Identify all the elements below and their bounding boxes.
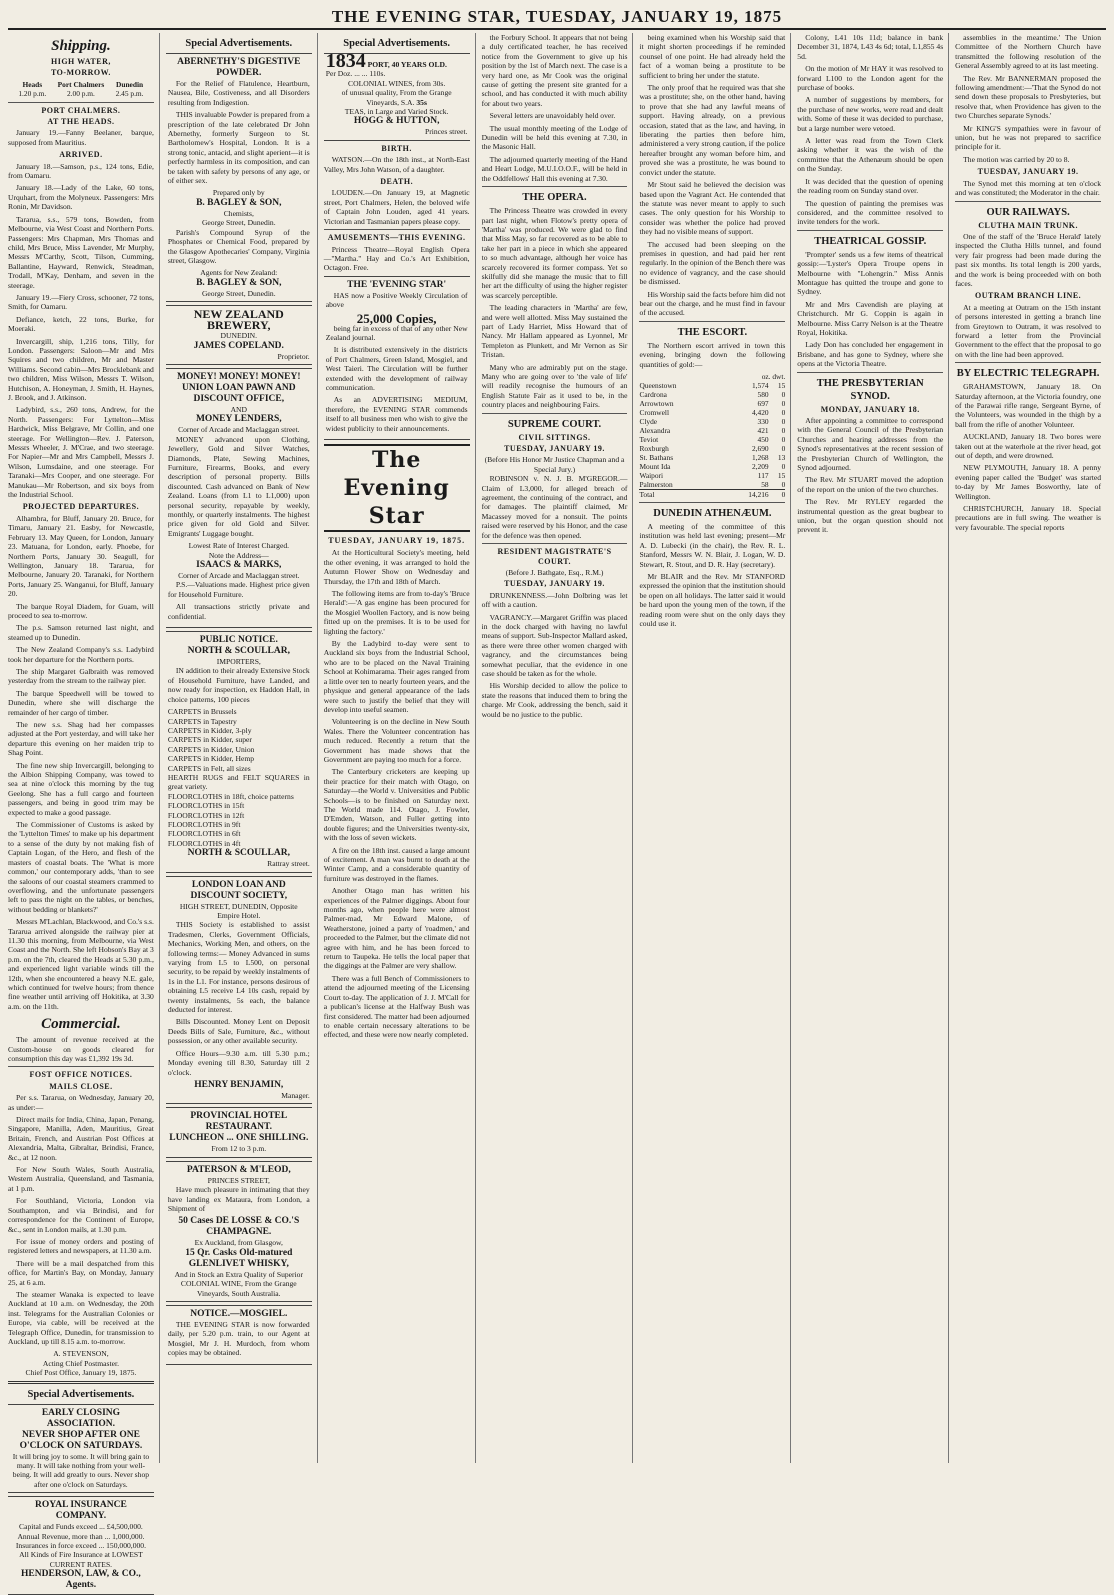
column-3	[324, 33, 476, 1463]
leader-para: A fire on the 18th inst. caused a large amount of excitement. A man was burnt to death at the Winter Camp, and a considerable quantity of furniture was destroyed in the flames.	[323, 845, 470, 883]
arrival-item: January 18.—Samson, p.s., 124 tons, Edie, from Oamaru.	[8, 161, 154, 181]
synod-para: The Rev. Mr STUART moved the adoption of the report on the union of the two churches.	[797, 475, 944, 494]
parish-agents: Agents for New Zealand:	[200, 268, 278, 278]
rm-date: TUESDAY, JANUARY 19.	[504, 579, 605, 589]
union-address: Corner of Arcade and Maclaggan street.	[178, 425, 300, 435]
ldl-address: HIGH STREET, DUNEDIN, Opposite Empire Hotel.	[179, 901, 298, 920]
early-closing-title: EARLY CLOSING ASSOCIATION.	[41, 1407, 121, 1429]
union-loan-ad	[166, 368, 312, 628]
opera-heading: THE OPERA.	[522, 192, 587, 204]
parish-address: George Street, Dunedin.	[201, 288, 276, 298]
news-item: The new s.s. Shag had her compasses adjusted at the Port yesterday, and will take her departure this evening on her maiden trip to Shag Point.	[8, 720, 154, 758]
post-item: For issue of money orders and posting of registered letters and newspapers, at 11.30 a.m.	[8, 1236, 154, 1256]
news-para: Several letters are unavoidably held over.	[489, 111, 616, 121]
star-copies: 25,000 Copies,	[356, 310, 437, 326]
shipping-heading: Shipping.	[51, 38, 111, 54]
table-row: Arrowtown 697 0	[639, 399, 786, 408]
post-item: There will be a mail despatched from this office, for Martin's Bay, on Monday, January 25, at 6 a.m.	[8, 1258, 154, 1287]
news-para: On the motion of Mr HAY it was resolved to forward L100 to the London agent for the purchase of books.	[797, 64, 944, 93]
post-item: Direct mails for India, China, Japan, Penang, Singapore, Manilla, Aden, Mauritius, Great Britain, French, and Austrian Post Offices at Alexandria, Malta, Gibraltar, Brindisi, France, &c., at 12 noon.	[8, 1115, 154, 1162]
port-year: 1834	[325, 50, 366, 72]
ldl-title: LONDON LOAN AND DISCOUNT SOCIETY,	[190, 879, 288, 901]
colonial-wines: COLONIAL WINES, from 30s.	[348, 78, 446, 88]
telegraph-para: NEW PLYMOUTH, January 18. A penny evening paper called the 'Budget' was started to-day by Mr James Bosworthy, late of Wellington.	[955, 463, 1102, 501]
port-chalmers-heading: PORT CHALMERS.	[41, 105, 121, 115]
high-water-heading: HIGH WATER,	[50, 57, 111, 66]
railways-text: One of the staff of the 'Bruce Herald' lately inspected the Clutha Hills tunnel, and found very fair progress had been made during the past six months. Its total length is 200 yards, and the work is being proceeded with on both faces.	[955, 231, 1102, 288]
amusements-text: Princess Theatre—Royal English Opera—"Martha." Hay and Co.'s Art Exhibition, Octagon. Free.	[323, 244, 470, 273]
news-item: Messrs M'Lachlan, Blackwood, and Co.'s s.s. Tararua arrived alongside the railway pier at 11.30 this morning, from Melbourne, via West Coast and the North. She left Hobson's Bay at 3 p.m. on the 7th, cleared the Heads at 5.30 p.m., and experienced light variable winds till the 12th, when she encountered a heavy N.E. gale, which continued for twelve hours; from thence fine weather until arriving off Hokitika, at 3.30 a.m. on the 11th.	[8, 917, 154, 1011]
news-item: The Commissioner of Customs is asked by the 'Lyttelton Times' to make up his department to a sense of the duty by not making fish of Captain Logan, of the Hero, and flesh of the masters of coastal boats. The 'What is more common,' our contemporary adds, 'than to see the saloons of our coastal steamers crammed to overflowing, and the unfortunate passengers left to pass the night on the tables, or benches, without bedding or blankets?'	[8, 820, 154, 914]
table-row: Cardrona 580 0	[639, 390, 786, 399]
supreme-court-heading: SUPREME COURT.	[507, 418, 602, 430]
nz-brewery-title: NEW ZEALAND BREWERY,	[193, 307, 284, 333]
hogg-title: HOGG & HUTTON,	[353, 116, 440, 127]
escort-heading: THE ESCORT.	[677, 326, 748, 338]
union-title: UNION LOAN PAWN AND DISCOUNT OFFICE,	[182, 382, 296, 404]
pm-stock: And in Stock an Extra Quality of Superior COLONIAL WINE, From the Grange Vineyards, South Australia.	[174, 1269, 303, 1298]
parish-text: Parish's Compound Syrup of the Phosphates or Chemical Food, prepared by the Glasgow Apothecaries' Company, Virginia street, Glasgow.	[167, 227, 310, 265]
union-and: AND	[230, 404, 248, 414]
column-6	[797, 33, 949, 1463]
nz-brewery-role: Proprietor.	[277, 351, 310, 361]
commercial-heading: Commercial.	[41, 1016, 121, 1033]
at-heads-heading: AT THE HEADS.	[47, 117, 115, 127]
column-7	[955, 33, 1106, 1463]
union-text: MONEY advanced upon Clothing, Jewellery, Gold and Silver Watches, Diamonds, Plate, Sewing Machines, Furniture, Firearms, Books, and every description of personal property. Bills discounted. Cash advanced on Bank of New Zealand. Loans (from L1 to L1,000) upon personal security, repayable by weekly, monthly, or quarterly instalments. The highest price given for old Gold and Silver. Emigrants' Luggage bought.	[167, 434, 310, 538]
pm-address: PRINCES STREET,	[207, 1175, 270, 1185]
leader-para: The following items are from to-day's 'Bruce Herald':—'A gas engine has been procured for the Mosgiel Woollen Factory, and is now being fitted up on the premises. It is to be used for lighting the factory.'	[323, 589, 470, 636]
special-ads-heading: Special Advertisements.	[27, 1388, 135, 1400]
star-title: THE 'EVENING STAR'	[347, 279, 447, 290]
royal-insurance-agents: HENDERSON, LAW, & CO., Agents.	[21, 1569, 141, 1591]
provincial-hotel-ad	[166, 1107, 312, 1157]
column-2	[166, 33, 318, 1463]
tide-heads: Heads 1.20 p.m.	[18, 79, 47, 99]
mails-close-heading: MAILS CLOSE.	[49, 1081, 113, 1091]
table-row: St. Bathans 1,268 13	[639, 453, 786, 462]
public-notice-title: PUBLIC NOTICE.	[199, 635, 278, 646]
ns-signature: NORTH & SCOULLAR,	[187, 848, 290, 859]
union-corner: Corner of Arcade and Maclaggan street.	[178, 571, 300, 581]
news-item: The p.s. Samson returned last night, and steamed up to Dunedin.	[8, 623, 154, 642]
death-text: LOUDEN.—On January 19, at Magnetic street, Port Chalmers, Helen, the beloved wife of Captain John Louden, aged 41 years. Victorian and Tasmanian papers please copy.	[323, 188, 470, 226]
table-row: Clyde 330 0	[639, 417, 786, 426]
projected-text: Alhambra, for Bluff, January 20. Bruce, for Timaru, January 21. Easby, for Newcastle, February 13. May Queen, for London, January 23. Matuana, for London, early. Phoebe, for Northern Ports, January 30. Seagull, for Wellington, January 18. Tararua, for Melbourne, January 20. Taranaki, for Northern Ports, January 25. Wanganui, for Bluff, January 20.	[8, 513, 154, 599]
nz-brewery-ad	[166, 305, 312, 365]
post-item: Per s.s. Tararua, on Wednesday, January 20, as under:—	[8, 1093, 154, 1112]
news-item: The barque Speedwell will be towed to Dunedin, where she will discharge the remainder of her cargo of timber.	[8, 688, 154, 717]
column-4	[482, 33, 634, 1463]
leader-para: Another Otago man has written his experiences of the Palmer diggings. About four months ago, when people here were almost Palmer-mad, Mr Edward Malone, of Weatherstone, joined a party of 'roadmen,' and proceeded to the Palmer, but the climate did not agree with him, and he has been forced to return to Taupeka. He tells the local paper that the diggings at the Palmer are very shallow.	[323, 886, 470, 971]
mosgiel-text: THE EVENING STAR is now forwarded daily, per 5.20 p.m. train, to our Agent at Mosgiel, Mr J. H. Murdoch, from whom copies may be obtained.	[167, 1319, 310, 1358]
arrived-heading: ARRIVED.	[59, 150, 103, 160]
paterson-ad	[166, 1161, 312, 1302]
early-closing-ad	[8, 1404, 154, 1494]
news-para: the Forbury School. It appears that not being a duly certificated teacher, he has received notice from the Government to give up his position by the 1st of March next. The case is a very hard one, as Mr Cook was the original cause of getting the present site granted for a school, and has conducted it with much ability for about two years.	[481, 33, 628, 108]
ns-item: CARPETS in Brussels	[167, 707, 237, 717]
sc-before: (Before His Honor Mr Justice Chapman and a Special Jury.)	[484, 455, 625, 474]
evening-star-logo: The Evening Star	[324, 444, 470, 532]
money-heading: MONEY! MONEY! MONEY!	[177, 371, 301, 382]
opera-para: The leading characters in 'Martha' are few, and were well allotted. Miss May sustained the part of Lady Harriet, Miss Howard that of Nancy. Mr Hallam appeared as Lyonnel, Mr Templeton as Plunkett, and Mr Vernon as Sir Tristan.	[481, 303, 628, 360]
synod-day-2-text: The Synod met this morning at ten o'clock and was constituted; the Moderator in the chair.	[955, 178, 1102, 198]
abernethy-ad	[166, 53, 312, 302]
post-item: For New South Wales, South Australia, Western Australia, Queensland, and Tasmania, at 1 p.m.	[8, 1165, 154, 1193]
tomorrow-label: TO-MORROW.	[50, 68, 111, 78]
ns-item: FLOORCLOTHS in 4ft	[167, 838, 241, 848]
postmaster-date: Chief Post Office, January 19, 1875.	[25, 1368, 137, 1378]
union-lenders: MONEY LENDERS,	[195, 414, 282, 425]
royal-insurance-foot: All Kinds of Fire Insurance at LOWEST CURRENT RATES.	[19, 1550, 143, 1569]
ldl-manager: HENRY BENJAMIN,	[194, 1079, 284, 1090]
leader-para: At the Horticultural Society's meeting, held the other evening, it was arranged to hold the Autumn Flower Show on Wednesday and Thursday, the 17th and 18th of March.	[323, 548, 470, 586]
ldl-text: THIS Society is established to assist Tradesmen, Clerks, Government Officials, Mechanics, Working Men, and others, on the following terms:— Money Advanced in sums varying from L5 to L500, on personal security, to be repaid by weekly instalments of 1s in the L1. For instance, persons desirous of obtaining L5 receive L4 10s cash, repaid by twenty instalments, 5s each, the balance deducted for interest.	[167, 920, 310, 1015]
news-item: The New Zealand Company's s.s. Ladybird took her departure for the Northern ports.	[8, 645, 154, 664]
telegraph-heading: BY ELECTRIC TELEGRAPH.	[956, 368, 1100, 380]
table-row: Queenstown 1,574 15	[639, 381, 786, 390]
special-ads-heading: Special Advertisements.	[343, 38, 451, 49]
ns-item: CARPETS in Kidder, super	[167, 735, 252, 745]
evening-star-circulation-ad	[324, 276, 470, 440]
table-row: Waipori 117 15	[639, 471, 786, 480]
london-loan-ad	[166, 876, 312, 1105]
projected-heading: PROJECTED DEPARTURES.	[22, 502, 140, 512]
table-row: Palmerston 58 0	[639, 480, 786, 489]
star-text-1: HAS now a Positive Weekly Circulation of above	[325, 290, 468, 310]
news-item: The fine new ship Invercargill, belonging to the Albion Shipping Company, was towed to sea at nine o'clock this morning by the tug Geelong. She has a full cargo and fourteen passengers, and being in good trim may be expected to make a good passage.	[8, 760, 154, 817]
union-firm: ISAACS & MARKS,	[196, 560, 282, 571]
theatrical-para: Lady Don has concluded her engagement in Brisbane, and has gone to Sydney, where she opens at the Victoria Theatre.	[797, 340, 944, 369]
teas: TEAS, in Large and Varied Stock.	[344, 107, 449, 117]
escort-table	[639, 372, 785, 499]
ns-item: CARPETS in Kidder, Union	[167, 744, 255, 754]
news-para: The usual monthly meeting of the Lodge of Dunedin will be held this evening at 7.30, in the Masonic Hall.	[481, 123, 628, 152]
star-text-3: It is distributed extensively in the districts of Port Chalmers, Green Island, Mosgiel, and West Taieri. The Circulation will be further extended with the development of railway communication.	[325, 345, 468, 392]
pm-text: Have much pleasure in intimating that they have landing ex Mataura, from London, a Shipment of	[167, 1185, 310, 1213]
rm-para: His Worship decided to allow the police to state the reasons that induced them to bring the charge. Mr Cook, addressing the bench, said it would be no justice to the public.	[481, 681, 628, 719]
post-item: The steamer Wanaka is expected to leave Auckland at 10 a.m. on Wednesday, the 20th inst. Telegrams for the Australian Colonies or Europe, via cable, will be received at the Telegraph Office, Dunedin, for transmission to Auckland, up till 8.15 a.m. to-morrow.	[8, 1289, 154, 1346]
union-ps: P.S.—Valuations made. Highest price given for Household Furniture.	[167, 580, 310, 599]
news-para: A number of suggestions by members, for the purchase of new works, were read and dealt with. Some of these it was decided to purchase, but a large number were vetoed.	[797, 95, 944, 133]
mosgiel-title: NOTICE.—MOSGIEL.	[190, 1308, 288, 1319]
abernethy-prep: Prepared only by	[212, 188, 265, 198]
theatrical-para: Mr and Mrs Cavendish are playing at Christchurch. Mr G. Coppin is again in Melbourne. Miss Carry Nelson is at the Theatre Royal, Hokitika.	[797, 299, 944, 337]
ns-address: Rattray street.	[267, 859, 310, 869]
ldl-role: Manager.	[281, 1090, 310, 1100]
prov-lunch: LUNCHEON ... ONE SHILLING.	[169, 1133, 309, 1144]
arrival-item: Tararua, s.s., 579 tons, Bowden, from Melbourne, via West Coast and Northern Ports. Passengers: Mrs Chapman, Mrs Thomas and child, Mrs Bruce, Miss Lavender, Mr Murphy, Messrs M'Carthy, Scott, Tilson, Cumming, Ballantine, Hayward, Renwick, Steadman, Trodall, M'Kay, Denham, and seven in the steerage.	[8, 214, 154, 290]
arrival-item: Invercargill, ship, 1,216 tons, Tilly, for London. Passengers: Saloon—Mr and Mrs Squires and two children, Mr and Master Williams. Second cabin—Mrs Brocklebank and two children, Miss Wilson, Messrs T. Wilson, Hutchison, A. Honeyman, J. Smith, H. Haynes, J. Brook, and J. Atkinson.	[8, 336, 154, 402]
ns-item: CARPETS in Felt, all sizes	[167, 763, 251, 773]
star-text-2: being far in excess of that of any other New Zealand journal.	[325, 323, 468, 342]
escort-text: The Northern escort arrived in town this evening, bringing down the following quantities of gold:—	[639, 340, 786, 369]
parish-maker: B. BAGLEY & SON,	[196, 277, 282, 288]
news-para: The motion was carried by 20 to 8.	[963, 154, 1070, 164]
rm-before: (Before J. Bathgate, Esq., R.M.)	[505, 567, 604, 577]
masthead: THE EVENING STAR, TUESDAY, JANUARY 19, 1875	[8, 6, 1106, 30]
athenaeum-text-2: Mr BLAIR and the Rev. Mr STANFORD expressed the opinion that the institution should be open on all holidays. The latter said it would be hard upon the young men of the town, if the reading room were shut on the only days they could use it.	[639, 572, 786, 629]
issue-date: TUESDAY, JANUARY 19, 1875.	[328, 536, 466, 545]
civil-sittings: CIVIL SITTINGS.	[518, 432, 591, 442]
athenaeum-heading: DUNEDIN ATHENÆUM.	[653, 508, 772, 519]
pm-ex: Ex Auckland, from Glasgow,	[194, 1238, 283, 1248]
star-text-4: As an ADVERTISING MEDIUM, therefore, the EVENING STAR commends itself to all business men who wish to give the widest publicity to their announcements.	[325, 395, 468, 433]
ldl-bills: Bills Discounted. Money Lent on Deposit Deeds Bills of Sale, Furniture, &c., without possession, or any other available security.	[167, 1017, 310, 1046]
special-ads-heading: Special Advertisements.	[185, 38, 293, 49]
commercial-text: The amount of revenue received at the Custom-house on goods cleared for consumption this day was £1,392 19s 3d.	[8, 1035, 154, 1063]
column-5	[639, 33, 791, 1463]
table-row: Cromwell 4,420 0	[639, 408, 786, 417]
abernethy-title: ABERNETHY'S DIGESTIVE POWDER.	[177, 57, 301, 78]
ns-role: IMPORTERS,	[216, 657, 261, 667]
ns-item: FLOORCLOTHS in 18ft, choice patterns	[167, 791, 294, 801]
table-header: oz. dwt.	[761, 372, 786, 381]
arrival-item: January 18.—Lady of the Lake, 60 tons, Urquhart, from the Molyneux. Passengers: Mrs Ronin, Mr Davidson.	[8, 183, 154, 212]
union-note: Note the Address—	[208, 550, 269, 560]
table-total: Total 14,216 0	[639, 490, 786, 499]
railways-sub-2: OUTRAM BRANCH LINE.	[975, 291, 1082, 301]
hogg-address: Princes street.	[424, 127, 468, 137]
news-para: assemblies in the meantime.' The Union Committee of the Northern Church have transmitted the following resolution of the General Assembly agreed to at its last meeting.	[955, 33, 1102, 71]
arrival-item: Ladybird, s.s., 260 tons, Andrew, for the North. Passengers: For Lyttelton—Miss Hardwick, Miss Belgrave, Mr Collin, and one steerage. For Wellington—Rev. J. Paterson, Messrs Wheeler, J. M'Crae, and two steerage. For Napier—Mr and Mrs Campbell, Messrs J. Wilson, Lumsdaine, and one steerage. For Taranaki—Mrs Cooper, and one steerage. For Manukau—Mr Robertson, and six boys from the Industrial School.	[8, 405, 154, 500]
ns-item: CARPETS in Kidder, Hemp	[167, 754, 255, 764]
news-para: The accused had been sleeping on the premises in question, and had paid her rent regularly. In the opinion of the Bench there was no evidence of vagrancy, and the case should be dismissed.	[639, 239, 786, 287]
news-para: Mr KING'S sympathies were in favour of union, but he was not prepared to sacrifice principle for it.	[955, 123, 1102, 152]
news-para: His Worship said the facts before him did not bear out the charge, and he must find in favour of the accused.	[639, 289, 786, 318]
birth-text: WATSON.—On the 18th inst., at North-East Valley, Mrs John Watson, of a daughter.	[323, 155, 470, 174]
railways-sub: CLUTHA MAIN TRUNK.	[978, 220, 1078, 230]
ns-text: IN addition to their already Extensive Stock of Household Furniture, have Landed, and now ready for inspection, ex Haddon Hall, in choice patterns, 100 pieces	[167, 666, 310, 704]
table-row: Alexandra 421 0	[639, 426, 786, 435]
postmaster-role: Acting Chief Postmaster.	[42, 1358, 119, 1368]
opera-para: Many who are admirably put on the stage. Many who are going over to 'the vale of life' will readily recognise the humours of an English Statute Fair as it used to be, in the country places and neighbouring Fairs.	[481, 362, 628, 410]
news-para: The Rev. Mr BANNERMAN proposed the following amendment:—'That the Synod do not send down these proposals to Presbyteries, but resolve that, when Providence has given to the two Churches separate Synods.'	[955, 73, 1102, 121]
tide-table	[8, 80, 154, 99]
arrival-item: January 19.—Fiery Cross, schooner, 72 tons, Smith, for Oamaru.	[8, 292, 154, 312]
news-para: Mr Stout said he believed the decision was based upon the Vagrant Act. He contended that the statute was never meant to apply to such cases. The only question for his Worship to consider was whether the police had proved they had no visible means of support.	[639, 180, 786, 237]
pm-champagne: 50 Cases DE LOSSE & CO.'S CHAMPAGNE.	[178, 1216, 300, 1238]
news-item: The ship Margaret Galbraith was removed yesterday from the stream to the railway pier.	[8, 666, 154, 686]
telegraph-para: GRAHAMSTOWN, January 18. On Saturday afternoon, at the Victoria foundry, one of the Parawai rifle range, Sergeant Byrne, of the Volunteers, was wounded in the thigh by a ball from the rifle of another Volunteer.	[955, 382, 1102, 429]
post-item: For Southland, Victoria, London via Southampton, and via Brindisi, and for correspondence for the Continent of Europe, &c., sent in London mails, at 1.30 p.m.	[8, 1196, 154, 1234]
grange-wines: of unusual quality, From the Grange Vineyards, S.A. 35s	[341, 88, 452, 107]
ns-item: CARPETS in Kidder, 3-ply	[167, 725, 252, 735]
leader-para: Volunteering is on the decline in New South Wales. There the Volunteer concentration has much reduced. Recently a return that the Government has made shows that the Government are paying too much for a force.	[323, 717, 470, 764]
early-closing-lines: It will bring joy to some. It will bring gain to many. It will take nothing from your well-being. It will add greatly to ours. Never shop after one o'clock on Saturdays.	[12, 1451, 150, 1489]
port-price: Per Doz. ... ... 110s.	[325, 69, 386, 79]
telegraph-para: AUCKLAND, January 18. Two bores were taken out at the waterhole at the river head, got out of depth, and were drowned.	[955, 432, 1102, 461]
news-para: The adjourned quarterly meeting of the Hand and Heart Lodge, M.U.I.O.O.F., will be held in the Oddfellows' Hall this evening at 7.30.	[481, 154, 628, 183]
rm-para: DRUNKENNESS.—John Dolbring was let off with a caution.	[481, 590, 628, 610]
leader-para: The Canterbury cricketers are keeping up their practice for their match with Otago, on Saturday—the World v. Universities and Public Schools—is to be finished on Saturday next. The World made 114. Otago, J. Fowler, D'Emden, Watson, and Fuller getting into double figures; and the Universities twenty-six, with the loss of seven wickets.	[323, 767, 470, 843]
abernethy-chemists: Chemists,	[223, 208, 254, 218]
royal-insurance-ad	[8, 1496, 154, 1595]
birth-heading: BIRTH.	[381, 143, 412, 153]
theatrical-para: 'Prompter' sends us a few items of theatrical gossip:—'Lyster's Opera Troupe opens in Melbourne with "Lohengrin." Miss Annis Montague has quitted the troupe and gone to Sydney.	[797, 249, 944, 297]
table-row: Roxburgh 2,690 0	[639, 444, 786, 453]
ns-item: FLOORCLOTHS in 9ft	[167, 819, 241, 829]
synod-heading: THE PRESBYTERIAN SYNOD.	[816, 377, 924, 402]
tide-dunedin: Dunedin 2.45 p.m.	[115, 79, 144, 99]
early-closing-head: NEVER SHOP AFTER ONE O'CLOCK ON SATURDAYS.	[19, 1429, 143, 1451]
royal-insurance-title: ROYAL INSURANCE COMPANY.	[35, 1500, 127, 1522]
sc-text: ROBINSON v. N. J. B. M'GREGOR.—Claim of L3,000, for alleged breach of agreement, the continuing of the contract, and for damages. The plaintiff claimed, Mr Macassey moved for a nonsuit. The points raised were reserved by his Honor, and the case for the defence was then opened.	[481, 474, 628, 540]
prov-hours: From 12 to 3 p.m.	[211, 1144, 267, 1154]
postmaster-name: A. STEVENSON,	[53, 1349, 109, 1359]
mosgiel-notice	[166, 1305, 312, 1365]
athenaeum-text: A meeting of the committee of this institution was held last evening; present—Mr A. D. Lubecki (in the chair), the Rev. R. L. Stanford, Messrs W. N. Blair, J. Logan, W. D. Stewart, R. Stout, and D. R. Hay (secretary).	[639, 522, 786, 569]
telegraph-para: CHRISTCHURCH, January 18. Special precautions are in full swing. The weather is very favourable. The special reports	[955, 504, 1102, 532]
tide-port: Port Chalmers 2.00 p.m.	[57, 79, 105, 99]
hogg-hutton-ad	[324, 50, 470, 141]
rm-para: VAGRANCY.—Margaret Griffin was placed in the dock charged with having no lawful means of support. Sub-Inspector Mallard asked, as there were three other women charged with vagrancy, and the circumstances being somewhat peculiar, that the evidence in one case should be taken as for the whole.	[481, 612, 628, 678]
union-conf: All transactions strictly private and confidential.	[167, 602, 310, 621]
at-heads-text: January 19.—Fanny Beelaner, barque, supposed from Mauritius.	[8, 128, 154, 147]
leader-para: There was a full Bench of Commissioners to attend the adjourned meeting of the Licensing Court to-day. The application of J. J. M'Call for a publican's license at the Halfway Bush was first considered. The matter had been adjourned to enable certain necessary alterations to be effected, and these were now nearly completed.	[323, 973, 470, 1040]
theatrical-heading: THEATRICAL GOSSIP.	[814, 235, 927, 247]
synod-para: The Rev. Mr RYLEY regarded the instrumental question as the great bugbear to union, but the organ question should not prevent it.	[797, 497, 944, 535]
news-item: The barque Royal Diadem, for Guam, will proceed to sea to-morrow.	[8, 601, 154, 620]
news-para: A letter was read from the Town Clerk asking whether it was the wish of the committee that the Athenæum should be open on the Sunday.	[797, 136, 944, 174]
pm-whisky: 15 Qr. Casks Old-matured GLENLIVET WHISKY,	[185, 1247, 293, 1269]
synod-date: MONDAY, JANUARY 18.	[820, 404, 920, 414]
death-heading: DEATH.	[380, 177, 414, 187]
news-para: The only proof that he required was that she was a prostitute; she, on the other hand, having to prove that she had any lawful means of support. Having already, on a previous occasion, stated that as the law, and having, in liberating the parties then before him, administered a very strong caution, if the police hereafter brought any woman before him, and proved she was a prostitute, he was bound to convict under the statute.	[639, 83, 786, 177]
prov-title: PROVINCIAL HOTEL RESTAURANT.	[190, 1111, 288, 1133]
column-1	[8, 33, 160, 1591]
rm-court-heading: RESIDENT MAGISTRATE'S COURT.	[497, 547, 612, 566]
ns-item: CARPETS in Tapestry	[167, 716, 237, 726]
ns-item: HEARTH RUGS and FELT SQUARES in great variety.	[167, 772, 310, 792]
synod-para: After appointing a committee to correspond with the General Council of the Presbyterian Churches and hearing addresses from the Synod's representatives at the recent session of the Presbyterian Church of Wellington, the Synod adjourned.	[797, 416, 944, 473]
ns-item: FLOORCLOTHS in 6ft	[167, 829, 241, 839]
table-row: Mount Ida 2,209 0	[639, 462, 786, 471]
railways-text-2: At a meeting at Outram on the 15th instant of persons interested in getting a branch line from Greytown to Outram, it was resolved to forward a letter from the Provincial Government to the effect that the proposal to go on with the line had been approved.	[955, 302, 1102, 359]
north-scoullar-ad	[166, 631, 312, 873]
leader-para: By the Ladybird to-day were sent to Auckland six boys from the Industrial School, who are to be placed on the Naval Training School at Kohimarama. Their ages ranged from a little over ten to nearly fourteen years, and the physique and general appearance of the lads were such to justify the belief that they will develop into useful seamen.	[323, 639, 470, 714]
ns-item: FLOORCLOTHS in 15ft	[167, 801, 245, 811]
railways-heading: OUR RAILWAYS.	[986, 206, 1070, 218]
royal-insurance-lines: Capital and Funds exceed ... £4,500,000. Annual Revenue, more than ... 1,000,000. Insurances in force exceed ... 150,000,000.	[15, 1522, 146, 1551]
table-row: Teviot 450 0	[639, 435, 786, 444]
abernethy-maker: B. BAGLEY & SON,	[196, 197, 282, 208]
pm-title: PATERSON & M'LEOD,	[186, 1164, 291, 1175]
sc-date: TUESDAY, JANUARY 19.	[504, 444, 605, 454]
arrival-item: Defiance, ketch, 22 tons, Burke, for Moeraki.	[8, 314, 154, 334]
abernethy-text: For the Relief of Flatulence, Heartburn, Nausea, Bile, Costiveness, and all Disorders resulting from Indigestion.	[167, 79, 310, 107]
union-rate: Lowest Rate of Interest Charged.	[188, 541, 290, 551]
amusements-heading: AMUSEMENTS—THIS EVENING.	[327, 233, 466, 243]
news-para: Colony, L41 10s 11d; balance in bank December 31, 1874, L43 4s 6d; total, L1,855 4s 5d.	[797, 33, 944, 61]
ns-item: FLOORCLOTHS in 12ft	[167, 810, 245, 820]
news-para: It was decided that the question of opening the reading room on Sunday stand over.	[797, 176, 944, 196]
nz-brewery-city: DUNEDIN.	[220, 331, 258, 341]
news-para: The question of painting the premises was considered, and the committee resolved to invite tenders for the work.	[797, 198, 944, 227]
post-office-heading: FOST OFFICE NOTICES.	[29, 1070, 133, 1080]
abernethy-desc: THIS invaluable Powder is prepared from a prescription of the late celebrated Dr John Abernethy, formerly Surgeon to St. Bartholomew's Hospital, London. It is a strong tonic, antacid, and slight aperient—it is perfectly harmless in its composition, and can be taken with safety by persons of any age, or of either sex.	[167, 110, 310, 186]
opera-para: The Princess Theatre was crowded in every part last night, when Flotow's pretty opera of 'Martha' was produced. We were glad to find that Miss May, so far recovered as to be able to take her part in a piece in which she appeared to so much advantage, although her voice has scarcely recovered its former compass. Yet so skilfully did she manage the music that to fill her art the difficulty of using the higher register was scarcely perceptible.	[481, 206, 628, 300]
ns-title: NORTH & SCOULLAR,	[187, 646, 290, 657]
nz-brewery-owner: JAMES COPELAND.	[193, 340, 284, 351]
ldl-hours: Office Hours—9.30 a.m. till 5.30 p.m.; Monday evening till 8.30, Saturday till 2 o'clock.	[167, 1048, 310, 1077]
columns	[8, 33, 1106, 1591]
port-name: PORT, 40 YEARS OLD.	[367, 60, 447, 69]
news-para: being examined when his Worship said that it might shorten proceedings if he reminded counsel of one point. He had already held the fact of a woman being a prostitute to be sufficient to bring her under the statute.	[639, 33, 786, 80]
synod-day-2: TUESDAY, JANUARY 19.	[977, 167, 1079, 177]
abernethy-address: George Street, Dunedin.	[201, 218, 276, 228]
